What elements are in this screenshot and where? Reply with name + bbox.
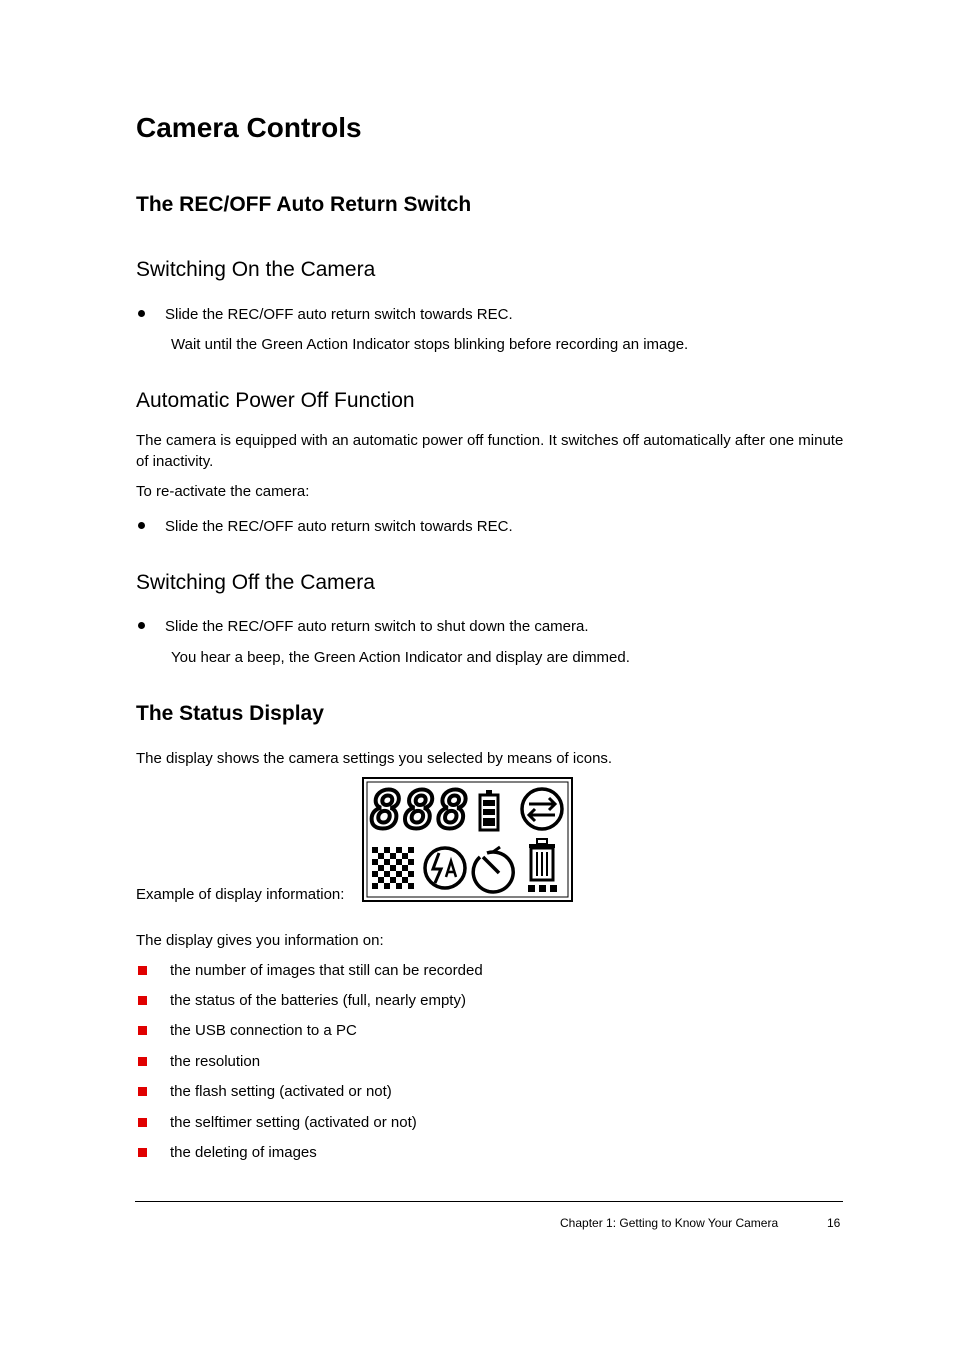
bullet-dot bbox=[138, 522, 145, 529]
list-item: the deleting of images bbox=[170, 1144, 317, 1161]
list-bullet bbox=[138, 966, 147, 975]
list-item: the flash setting (activated or not) bbox=[170, 1083, 392, 1100]
display-info-intro: The display gives you information on: bbox=[136, 932, 384, 949]
switch-on-step: Slide the REC/OFF auto return switch towards REC. bbox=[165, 306, 513, 323]
list-item: the selftimer setting (activated or not) bbox=[170, 1114, 417, 1131]
page-title: Camera Controls bbox=[136, 112, 362, 143]
section-heading-rec-off: The REC/OFF Auto Return Switch bbox=[136, 193, 472, 216]
list-bullet bbox=[138, 1026, 147, 1035]
list-item: the resolution bbox=[170, 1053, 261, 1070]
footer-divider bbox=[135, 1201, 843, 1202]
list-bullet bbox=[138, 1087, 147, 1096]
list-item: the USB connection to a PC bbox=[170, 1022, 357, 1039]
bullet-dot bbox=[138, 310, 145, 317]
list-bullet bbox=[138, 996, 147, 1005]
switch-on-note: Wait until the Green Action Indicator stops blinking before recording an image. bbox=[171, 336, 689, 353]
image-counter-digits: 888 bbox=[370, 781, 468, 841]
resolution-icon bbox=[372, 847, 414, 889]
reactivate-text: To re-activate the camera: bbox=[136, 483, 310, 500]
switch-off-note: You hear a beep, the Green Action Indicator and display are dimmed. bbox=[171, 649, 630, 666]
battery-icon bbox=[480, 790, 498, 830]
status-display-image bbox=[362, 777, 573, 902]
bullet-dot bbox=[138, 622, 145, 629]
page-number: 16 bbox=[827, 1216, 841, 1230]
list-bullet bbox=[138, 1148, 147, 1157]
list-item: the status of the batteries (full, nearly empty) bbox=[170, 992, 466, 1009]
auto-off-paragraph: The camera is equipped with an automatic power off function. It switches off automatically after one minute of inactivity. bbox=[136, 432, 844, 470]
subheading-auto-power-off: Automatic Power Off Function bbox=[136, 389, 415, 412]
reactivate-step: Slide the REC/OFF auto return switch towards REC. bbox=[165, 518, 513, 535]
subheading-switching-on: Switching On the Camera bbox=[136, 258, 376, 281]
footer-chapter: Chapter 1: Getting to Know Your Camera bbox=[560, 1216, 779, 1230]
subheading-switching-off: Switching Off the Camera bbox=[136, 571, 375, 594]
status-display-intro: The display shows the camera settings you selected by means of icons. bbox=[136, 750, 613, 767]
example-label: Example of display information: bbox=[136, 886, 345, 903]
list-item: the number of images that still can be recorded bbox=[170, 962, 483, 979]
switch-off-step: Slide the REC/OFF auto return switch to shut down the camera. bbox=[165, 618, 589, 635]
section-heading-status-display: The Status Display bbox=[136, 702, 324, 725]
list-bullet bbox=[138, 1057, 147, 1066]
list-bullet bbox=[138, 1118, 147, 1127]
